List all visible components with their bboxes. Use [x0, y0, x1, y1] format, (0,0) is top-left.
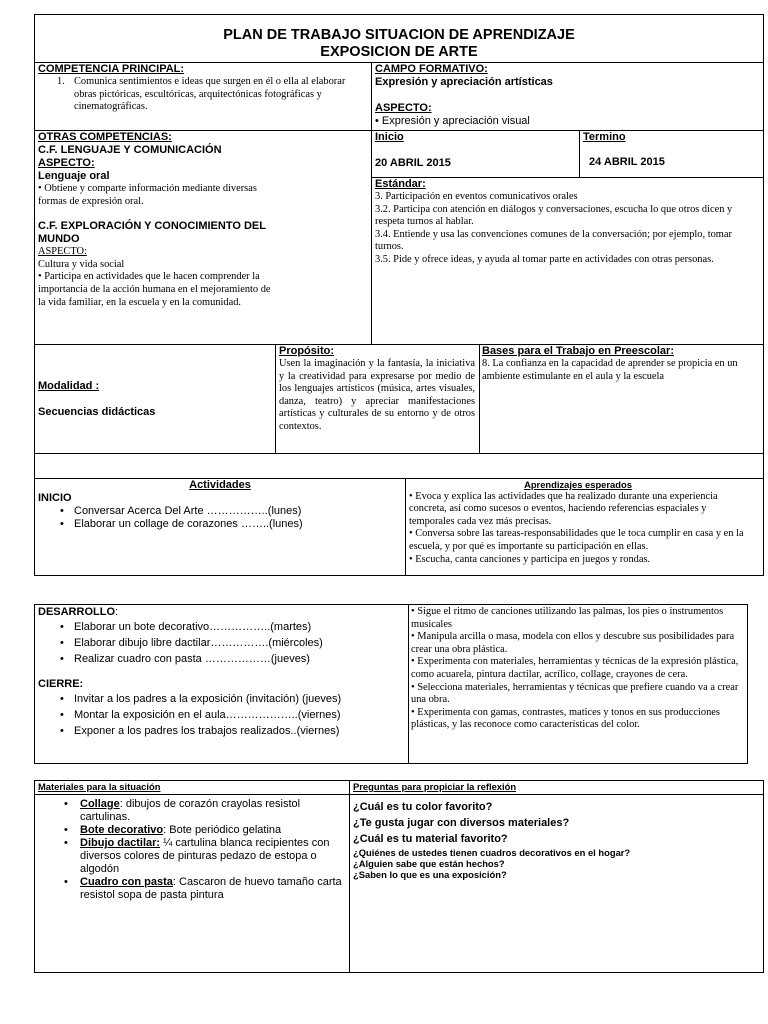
pregunta-5: ¿Alguien sabe que están hechos? — [353, 858, 505, 869]
material-text-2: : Bote periódico gelatina — [163, 824, 282, 836]
actividades-heading: Actividades — [189, 479, 251, 491]
materiales-heading: Materiales para la situación — [38, 781, 161, 792]
bases-text: 8. La confianza en la capacidad de aprender se propicia en un ambiente estimulante en el aula y la escuela — [482, 358, 738, 382]
material-item-2 — [42, 824, 342, 837]
cf2-sub: Cultura y vida social — [38, 258, 125, 270]
material-text-4: : Cascaron de huevo tamaño carta resistol sopa de pasta pintura — [80, 876, 342, 901]
desarrollo-colon: : — [115, 606, 119, 618]
competencia-principal-cell — [38, 63, 368, 114]
proposito-text: Usen la imaginación y la fantasía, la iniciativa y la creatividad para expresarse por medio de los lenguajes artísticos (música, artes visuales, danza, teatro) y apreciar manifestaciones artísticas y culturales de su entorno y de otros contextos. — [279, 358, 475, 432]
cf2-title: C.F. EXPLORACIÓN Y CONOCIMIENTO DEL MUNDO — [38, 220, 266, 246]
aprendizajes-2-cell — [411, 606, 745, 732]
proposito-heading: Propósito: — [279, 345, 334, 357]
modalidad-value: Secuencias didácticas — [38, 406, 156, 418]
campo-value: Expresión y apreciación artísticas — [375, 76, 553, 88]
material-label-2: Bote decorativo — [80, 824, 164, 836]
termino-label: Termino — [583, 131, 626, 143]
campo-aspecto-value: • Expresión y apreciación visual — [375, 115, 530, 127]
material-text-3: ¼ cartulina blanca recipientes con diversos colores de pinturas pedazo de estopa o algodón — [80, 837, 330, 875]
otras-heading: OTRAS COMPETENCIAS: — [38, 131, 172, 143]
estandar-item-2: 3.2. Participa con atención en diálogos y conversaciones, escucha lo que otros dicen y respeta turnos al hablar. — [375, 203, 733, 228]
actividades-cell — [38, 479, 402, 531]
cierre-activity-list — [38, 691, 404, 739]
aprendizajes-cell — [409, 479, 747, 566]
aprendizaje2-item-2: • Manipula arcilla o masa, modela con ellos y descubre sus posibilidades para crear una obra plástica. — [411, 631, 735, 655]
materiales-list — [42, 798, 342, 902]
cierre-activity-3: • Exponer a los padres los trabajos realizados..(viernes) — [38, 723, 404, 739]
estandar-cell — [375, 178, 745, 267]
material-item-3 — [42, 837, 342, 876]
estandar-item-3: 3.4. Entiende y usa las convenciones comunes de la conversación; por ejemplo, tomar turnos. — [375, 228, 732, 253]
pregunta-6: ¿Saben lo que es una exposición? — [353, 869, 507, 880]
material-item-4 — [42, 876, 342, 902]
competencia-text: Comunica sentimientos e ideas que surgen en él o ella al elaborar obras pictóricas, escultóricas, arquitectónicas fotográficas y cinematográficas. — [74, 76, 346, 113]
desarrollo-cell — [38, 606, 404, 739]
cf1-title: C.F. LENGUAJE Y COMUNICACIÓN — [38, 144, 222, 156]
campo-heading: CAMPO FORMATIVO: — [375, 63, 488, 75]
preguntas-heading: Preguntas para propiciar la reflexión — [353, 781, 517, 792]
title-line-2: EXPOSICION DE ARTE — [320, 44, 478, 60]
campo-aspecto-heading: ASPECTO: — [375, 102, 432, 114]
competencia-heading: COMPETENCIA PRINCIPAL: — [38, 63, 185, 75]
desarrollo-activity-1: • Elaborar un bote decorativo……………..(martes) — [38, 619, 404, 635]
desarrollo-activity-2: • Elaborar dibujo libre dactilar…………….(miércoles) — [38, 635, 404, 651]
document-title — [34, 27, 764, 61]
material-item-1 — [42, 798, 342, 824]
desarrollo-activity-3: • Realizar cuadro con pasta ………………(jueves) — [38, 651, 404, 667]
pregunta-3: ¿Cuál es tu material favorito? — [353, 833, 508, 845]
cf1-aspecto: ASPECTO: — [38, 157, 95, 169]
estandar-heading: Estándar: — [375, 178, 426, 190]
aprendizaje2-item-3: • Experimenta con materiales, herramientas y técnicas de la expresión plástica, como acuarela, pintura dactilar, acrílico, collage, crayones de cera. — [411, 656, 739, 680]
aprendizaje-item-1: • Evoca y explica las actividades que ha realizado durante una experiencia concreta, así como sucesos o eventos, haciendo referencias espaciales y temporales cada vez más precisas. — [409, 490, 718, 527]
aprendizaje-item-2: • Conversa sobre las tareas-responsabilidades que le toca cumplir en casa y en la escuela, y por qué es importante su participación en ellas. — [409, 528, 744, 552]
inicio-value: 20 ABRIL 2015 — [375, 157, 451, 169]
preguntas-cell — [353, 799, 758, 880]
campo-formativo-cell — [375, 63, 760, 128]
bases-cell — [482, 345, 760, 383]
material-label-3: Dibujo dactilar: — [80, 837, 161, 849]
aprendizaje-item-3: • Escucha, canta canciones y participa en juegos y rondas. — [409, 553, 651, 565]
cf1-text: • Obtiene y comparte información mediante diversas formas de expresión oral. — [38, 183, 257, 207]
proposito-cell — [279, 345, 475, 434]
desarrollo-heading — [38, 606, 404, 619]
pregunta-4: ¿Quiénes de ustedes tienen cuadros decorativos en el hogar? — [353, 847, 631, 858]
cf1-sub: Lenguaje oral — [38, 170, 110, 182]
material-label-1: Collage — [80, 798, 120, 810]
pregunta-1: ¿Cuál es tu color favorito? — [353, 801, 493, 813]
inicio-label: Inicio — [375, 131, 404, 143]
cierre-label: CIERRE: — [38, 678, 84, 690]
termino-value: 24 ABRIL 2015 — [589, 156, 665, 168]
bases-heading: Bases para el Trabajo en Preescolar: — [482, 345, 674, 357]
cf2-aspecto: ASPECTO: — [38, 246, 87, 258]
aprendizajes-heading: Aprendizajes esperados — [524, 479, 632, 490]
desarrollo-activity-list — [38, 619, 404, 667]
competencia-number: 1. — [57, 76, 65, 87]
cierre-activity-1: • Invitar a los padres a la exposición (invitación) (jueves) — [38, 691, 404, 707]
inicio-activity-2: • Elaborar un collage de corazones ……..(lunes) — [38, 518, 402, 531]
material-text-1: : dibujos de corazón crayolas resistol cartulinas. — [80, 798, 301, 823]
inicio-activity-1: • Conversar Acerca Del Arte ……………..(lunes) — [38, 505, 402, 518]
pregunta-2: ¿Te gusta jugar con diversos materiales? — [353, 817, 570, 829]
aprendizaje2-item-1: • Sigue el ritmo de canciones utilizando las palmas, los pies o instrumentos musicales — [411, 606, 724, 630]
material-label-4: Cuadro con pasta — [80, 876, 173, 888]
title-line-1: PLAN DE TRABAJO SITUACION DE APRENDIZAJE — [223, 27, 575, 43]
inicio-activity-list — [38, 505, 402, 531]
competencia-item — [38, 76, 368, 114]
aprendizaje2-item-4: • Selecciona materiales, herramientas y técnicas que prefiere cuando va a crear una obra. — [411, 681, 739, 706]
modalidad-label: Modalidad : — [38, 380, 100, 392]
aprendizaje2-item-5: • Experimenta con gamas, contrastes, matices y tonos en sus producciones plásticas, y las reconoce como características del color. — [411, 706, 720, 731]
otras-competencias-cell — [38, 131, 368, 309]
estandar-item-1: 3. Participación en eventos comunicativos orales — [375, 191, 578, 202]
cf2-text: • Participa en actividades que le hacen comprender la importancia de la acción humana en el mejoramiento de la vida familiar, en la escuela y en la comunidad. — [38, 271, 271, 308]
desarrollo-label: DESARROLLO — [38, 606, 115, 618]
cierre-activity-2: • Montar la exposición en el aula………………..(viernes) — [38, 707, 404, 723]
estandar-item-4: 3.5. Pide y ofrece ideas, y ayuda al tomar parte en actividades con otras personas. — [375, 253, 714, 265]
inicio-section-label: INICIO — [38, 492, 72, 504]
